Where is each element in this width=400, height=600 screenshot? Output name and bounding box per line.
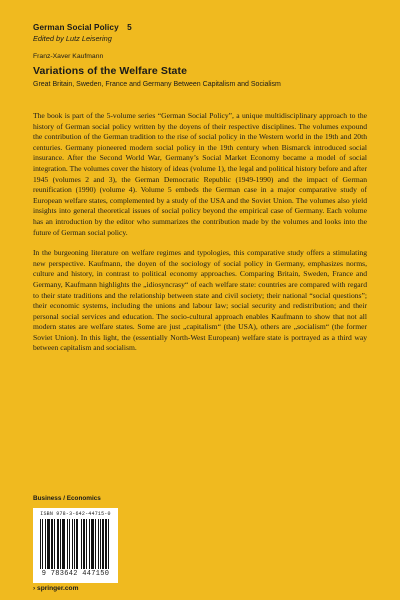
barcode-bar [57, 519, 59, 569]
barcode-bar [54, 519, 55, 569]
barcode-bar [86, 519, 87, 569]
barcode-bar [60, 519, 61, 569]
series-name: German Social Policy [33, 23, 119, 32]
barcode-bar [83, 519, 85, 569]
book-author: Franz-Xaver Kaufmann [33, 53, 104, 60]
series-volume: 5 [127, 23, 132, 32]
barcode-bar [95, 519, 96, 569]
barcode-bar [42, 519, 43, 569]
barcode-bar [81, 519, 82, 569]
barcode-bar [47, 519, 50, 569]
barcode-bar [51, 519, 53, 569]
barcode-image [39, 519, 113, 569]
subject-category: Business / Economics [33, 495, 101, 502]
barcode-bar [72, 519, 73, 569]
barcode-digits: 9 783642 447150 [41, 570, 110, 578]
series-line [33, 23, 373, 32]
barcode-bar [45, 519, 46, 569]
barcode-panel [33, 508, 118, 583]
barcode-bar [89, 519, 90, 569]
barcode-bar [102, 519, 104, 569]
book-title: Variations of the Welfare State [33, 65, 188, 77]
barcode-bar [91, 519, 94, 569]
barcode-bar [74, 519, 75, 569]
cover-header [33, 23, 373, 88]
blurb [33, 111, 367, 354]
isbn-label: ISBN 978-3-642-44715-0 [40, 511, 111, 517]
barcode-bar [98, 519, 99, 569]
publisher-link[interactable]: › springer.com [33, 585, 79, 592]
series-editor: Edited by Lutz Leisering [33, 34, 112, 43]
barcode-bar [76, 519, 78, 569]
barcode-bar [62, 519, 65, 569]
barcode-bar [67, 519, 68, 569]
blurb-paragraph-2: In the burgeoning literature on welfare regimes and typologies, this comparative study offers a stimulating new perspective. Kaufmann, the doyen of the sociology of social policy in Germany, emphasizes norms, culture and history, in contrast to political economy approaches. Comparing Britain, Sweden, France and Germany, Kaufmann highlights the „idiosyncrasy“ of each welfare state: countries are compared with regard to their state traditions and the relationship between state and civil society; their national “social questions”; their economic systems, including the unions and labour law; social security and redistribution; and their personal social services and education. The socio-cultural approach enables Kaufmann to show that not all modern states are welfare states. Some are just „capitalism“ (the USA), others are „socialism“ (the former Soviet Union). In this light, the (essentially North-West European) welfare state is portrayed as a third way between capitalism and socialism. [33, 248, 367, 353]
blurb-paragraph-1: The book is part of the 5-volume series “German Social Policy”, a unique multidisciplinary approach to the history of German social policy written by the doyens of their respective disciplines. The volumes expound the contribution of the German tradition to the rise of social policy in the Western world in the 19th and 20th centuries. Germany pioneered modern social policy in the 19th century when Bismarck introduced social insurance. After the Second World War, Germany’s Social Market Economy became a model of social integration. The volumes cover the history of ideas (volume 1), the legal and political history before and after 1945 (volumes 2 and 3), the German Democratic Republic (1949-1990) and the impact of German reunification (1990) (volume 4). Volume 5 embeds the German case in a major comparative study of European welfare states, complemented by a study of the USA and the Soviet Union. The volumes also yield insights into general theoretical issues of social policy beyond the empirical case of Germany. Each volume has an introduction by the editor who summarizes the contribution made by the volumes and looks into the future of German social policy. [33, 111, 367, 237]
barcode-bar [105, 519, 107, 569]
book-subtitle: Great Britain, Sweden, France and Germany Between Capitalism and Socialism [33, 81, 281, 88]
barcode-bar [40, 519, 41, 569]
barcode-bar [69, 519, 70, 569]
barcode-bar [100, 519, 101, 569]
barcode-bar [108, 519, 109, 569]
